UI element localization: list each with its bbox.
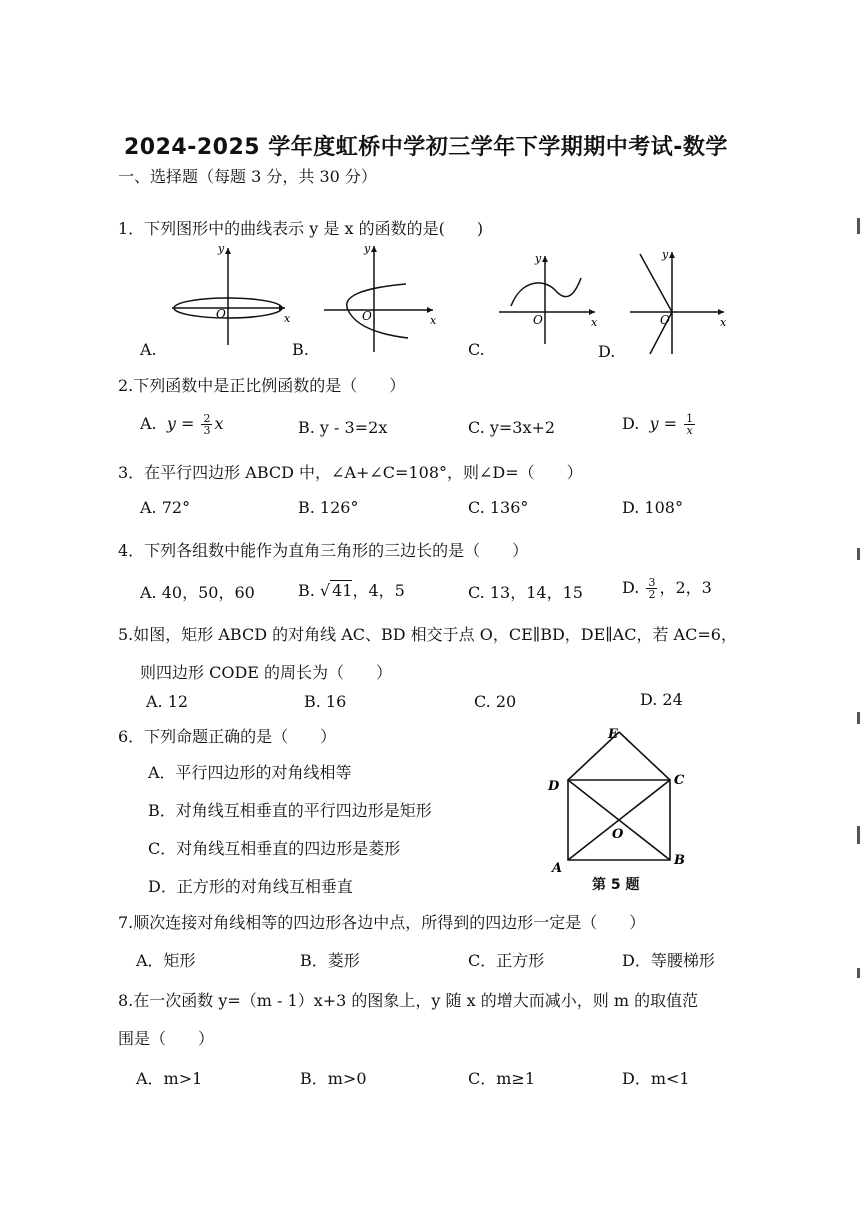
point-a-label: A <box>552 861 563 872</box>
q4-option-a: A. 40，50，60 <box>140 583 255 602</box>
question-8-stem-line1: 8.在一次函数 y=（m - 1）x+3 的图象上，y 随 x 的增大而减小，则 m 的取值范 <box>118 991 699 1010</box>
figure-question-5 <box>540 722 700 872</box>
q8-option-a: A．m>1 <box>136 1069 203 1088</box>
q3-option-b: B. 126° <box>298 498 359 517</box>
q7-option-c: C．正方形 <box>468 951 545 970</box>
q1-graph-c <box>495 248 605 348</box>
q8-option-d: D．m<1 <box>622 1069 690 1088</box>
q8-option-c: C．m≥1 <box>468 1069 536 1088</box>
q3-option-a: A. 72° <box>140 498 191 517</box>
question-6-stem: 6．下列命题正确的是（ ） <box>118 727 337 746</box>
q1-graph-d <box>622 246 732 358</box>
q7-option-b: B．菱形 <box>300 951 360 970</box>
page-title: 2024-2025 学年度虹桥中学初三学年下学期期中考试-数学 <box>124 135 728 160</box>
q4-option-d: D. $\frac{3}{2}$ ，2，3 <box>622 576 712 601</box>
section-header: 一、选择题（每题 3 分，共 30 分） <box>118 167 377 186</box>
svg-text:x: x <box>591 316 598 329</box>
q5-option-b: B. 16 <box>304 692 347 711</box>
question-3-stem: 3．在平行四边形 ABCD 中，∠A+∠C=108°，则∠D=（ ） <box>118 463 583 482</box>
q1a-origin-label: O <box>216 307 226 321</box>
q2-option-c: C. y=3x+2 <box>468 418 556 437</box>
q2-option-d: D. y = $\frac{1}{x}$ <box>622 412 694 437</box>
q4-option-b: B. √ 41，4，5 <box>298 581 405 600</box>
question-4-stem: 4．下列各组数中能作为直角三角形的三边长的是（ ） <box>118 541 529 560</box>
point-o-label: O <box>612 827 624 842</box>
point-e-label: E <box>608 727 618 742</box>
q6-option-a: A．平行四边形的对角线相等 <box>148 763 352 782</box>
q6-option-c: C．对角线互相垂直的四边形是菱形 <box>148 839 401 858</box>
q1-option-b: B. <box>292 340 309 359</box>
svg-text:y: y <box>364 242 371 255</box>
svg-text:x: x <box>720 316 727 329</box>
q1-option-a: A. <box>140 340 157 359</box>
svg-text:y: y <box>218 242 225 255</box>
q8-option-b: B．m>0 <box>300 1069 367 1088</box>
point-b-label: B <box>674 853 685 868</box>
point-d-label: D <box>548 779 560 794</box>
segment-ce <box>619 732 670 780</box>
q1-option-c: C. <box>468 340 485 359</box>
svg-text:O: O <box>660 313 670 327</box>
question-2-stem: 2.下列函数中是正比例函数的是（ ） <box>118 376 406 395</box>
q6-option-d: D．正方形的对角线互相垂直 <box>148 877 353 896</box>
question-5-stem-line1: 5.如图，矩形 ABCD 的对角线 AC、BD 相交于点 O，CE∥BD，DE∥AC，若 AC=6， <box>118 625 737 644</box>
q5-option-a: A. 12 <box>146 692 189 711</box>
question-8-stem-line2: 围是（ ） <box>118 1029 215 1048</box>
q7-option-a: A．矩形 <box>136 951 196 970</box>
q7-option-d: D．等腰梯形 <box>622 951 715 970</box>
point-c-label: C <box>674 773 685 788</box>
q6-option-b: B．对角线互相垂直的平行四边形是矩形 <box>148 801 432 820</box>
q1-graph-b <box>318 240 443 355</box>
svg-text:O: O <box>362 309 372 323</box>
question-7-stem: 7.顺次连接对角线相等的四边形各边中点，所得到的四边形一定是（ ） <box>118 913 646 932</box>
q5-option-c: C. 20 <box>474 692 517 711</box>
q1-graph-a <box>160 240 300 350</box>
svg-text:x: x <box>284 312 291 325</box>
figure-5-caption: 第 5 题 <box>592 877 640 893</box>
q1-option-d: D. <box>598 342 616 361</box>
q3-option-c: C. 136° <box>468 498 529 517</box>
svg-text:O: O <box>533 313 543 327</box>
q2-option-a: A. y = $\frac{2}{3}$ x <box>140 412 224 437</box>
svg-text:y: y <box>535 252 542 265</box>
question-5-stem-line2: 则四边形 CODE 的周长为（ ） <box>140 663 393 682</box>
q4-option-c: C. 13，14，15 <box>468 583 583 602</box>
question-1-stem: 1．下列图形中的曲线表示 y 是 x 的函数的是( ) <box>118 219 484 238</box>
q3-option-d: D. 108° <box>622 498 683 517</box>
q5-option-d: D. 24 <box>640 690 683 709</box>
svg-text:x: x <box>430 314 437 327</box>
q2-option-b: B. y - 3=2x <box>298 418 388 437</box>
svg-text:y: y <box>662 248 669 261</box>
